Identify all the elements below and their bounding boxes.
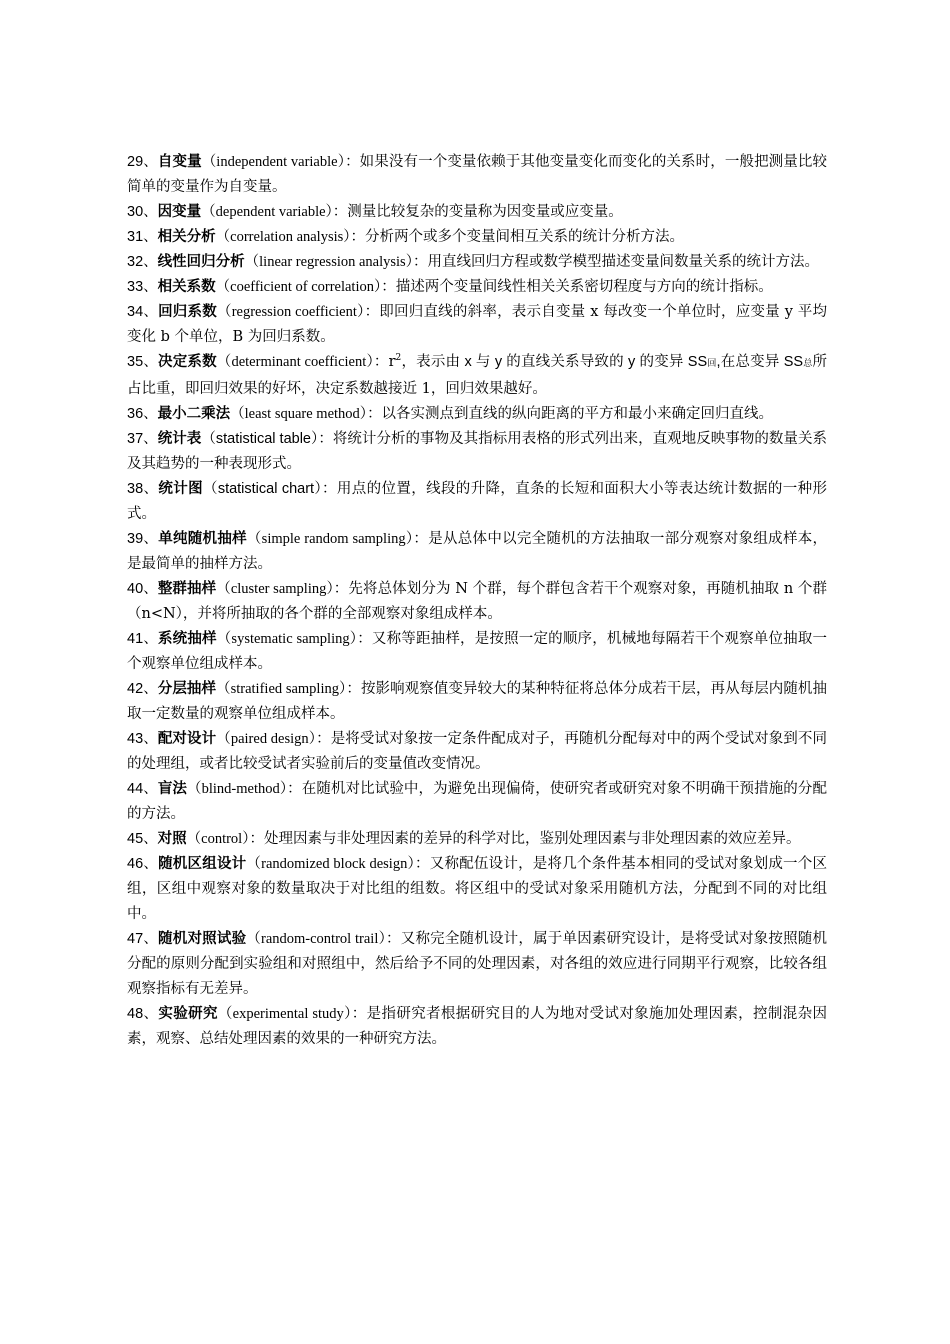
entry-term: 相关分析 <box>157 229 216 245</box>
entry-term: 统计图 <box>158 481 203 497</box>
entry-number: 38、 <box>127 481 159 497</box>
entry-definition-part: ：r <box>373 354 396 370</box>
entry-term: 最小二乘法 <box>157 406 231 422</box>
entry-number: 41、 <box>127 631 158 647</box>
entry-term: 统计表 <box>157 431 202 447</box>
entry-number: 37、 <box>127 431 158 447</box>
glossary-entry-35 <box>127 350 827 402</box>
entry-english-term: （randomized block design） <box>246 856 416 872</box>
glossary-entry-36 <box>127 402 827 427</box>
glossary-entry-39 <box>127 527 827 577</box>
entry-definition: ：又称等距抽样，是按照一定的顺序，机械地每隔若干个观察单位抽取一个观察单位组成样本。 <box>127 631 828 672</box>
subscript-label: 回 <box>707 359 717 369</box>
entry-english-term: （systematic sampling） <box>216 631 358 647</box>
glossary-entry-47 <box>127 927 827 1002</box>
entry-english-term: （linear regression analysis） <box>244 254 413 270</box>
entry-definition: ：又称完全随机设计，属于单因素研究设计，是将受试对象按照随机分配的原则分配到实验组和对照组中，然后给予不同的处理因素，对各组的效应进行同期平行观察，比较各组观察指标有无差异。 <box>127 931 827 997</box>
entry-term: 分层抽样 <box>157 681 217 697</box>
entry-definition: ：在随机对比试验中，为避免出现偏倚，使研究者或研究对象不明确干预措施的分配的方法。 <box>127 781 827 822</box>
entry-number: 47、 <box>127 931 159 947</box>
entry-definition: ：如果没有一个变量依赖于其他变量变化而变化的关系时，一般把测量比较简单的变量作为自变量。 <box>127 154 828 195</box>
entry-number: 44、 <box>127 781 158 797</box>
entry-number: 40、 <box>127 581 158 597</box>
entry-english-term: （regression coefficient） <box>216 304 365 320</box>
entry-term: 自变量 <box>157 154 202 170</box>
entry-definition: ：以各实测点到直线的纵向距离的平方和最小来确定回归直线。 <box>367 406 774 422</box>
entry-definition: ：先将总体划分为 N 个群，每个群包含若干个观察对象，再随机抽取 n 个群（n<N），并将所抽取的各个群的全部观察对象组成样本。 <box>127 581 827 622</box>
entry-english-term: （statistical chart） <box>202 481 323 497</box>
entry-definition: ：是指研究者根据研究目的人为地对受试对象施加处理因素，控制混杂因素，观察、总结处理因素的效果的一种研究方法。 <box>127 1006 827 1047</box>
entry-definition: ：即回归直线的斜率，表示自变量 x 每改变一个单位时，应变量 y 平均变化 b 个单位，B 为回归系数。 <box>127 304 827 345</box>
entry-number: 39、 <box>127 531 159 547</box>
glossary-entry-31 <box>127 225 827 250</box>
entry-english-term: （dependent variable） <box>201 204 333 220</box>
entry-term: 相关系数 <box>157 279 216 295</box>
entry-definition-part: ,在总变异 SS <box>716 354 804 370</box>
glossary-entry-43 <box>127 727 827 777</box>
entry-definition: ：描述两个变量间线性相关关系密切程度与方向的统计指标。 <box>381 279 773 295</box>
glossary-entry-37 <box>127 427 827 477</box>
entry-term: 决定系数 <box>158 354 217 370</box>
entry-term: 线性回归分析 <box>157 254 245 270</box>
entry-english-term: （statistical table） <box>201 431 319 447</box>
entry-number: 35、 <box>127 354 159 370</box>
document-page <box>127 150 827 1052</box>
entry-number: 32、 <box>127 254 158 270</box>
entry-number: 46、 <box>127 856 159 872</box>
entry-definition: ：又称配伍设计，是将几个条件基本相同的受试对象划成一个区组，区组中观察对象的数量取决于对比组的组数。将区组中的受试对象采用随机方法，分配到不同的对比组中。 <box>127 856 827 922</box>
glossary-entry-34 <box>127 300 827 350</box>
glossary-entry-32 <box>127 250 827 275</box>
entry-number: 30、 <box>127 204 158 220</box>
entry-definition: ：处理因素与非处理因素的差异的科学对比，鉴别处理因素与非处理因素的效应差异。 <box>249 831 801 847</box>
entry-term: 单纯随机抽样 <box>158 531 247 547</box>
entry-english-term: （experimental study） <box>217 1006 352 1022</box>
entry-english-term: （correlation analysis） <box>215 229 351 245</box>
glossary-entry-30 <box>127 200 827 225</box>
glossary-entry-40 <box>127 577 827 627</box>
entry-english-term: （paired design） <box>216 731 317 747</box>
entry-english-term: （least square method） <box>230 406 368 422</box>
entry-english-term: （cluster sampling） <box>216 581 334 597</box>
entry-term: 回归系数 <box>158 304 217 320</box>
entry-number: 36、 <box>127 406 158 422</box>
entry-definition: ：用点的位置，线段的升降，直条的长短和面积大小等表达统计数据的一种形式。 <box>127 481 827 522</box>
entry-english-term: （random-control trail） <box>246 931 387 947</box>
entry-term: 盲法 <box>157 781 188 797</box>
glossary-entry-41 <box>127 627 827 677</box>
entry-english-term: （independent variable） <box>201 154 346 170</box>
entry-term: 随机区组设计 <box>158 856 247 872</box>
entry-number: 42、 <box>127 681 158 697</box>
glossary-entry-48 <box>127 1002 827 1052</box>
entry-number: 34、 <box>127 304 159 320</box>
entry-definition: ：是从总体中以完全随机的方法抽取一部分观察对象组成样本，是最简单的抽样方法。 <box>127 531 828 572</box>
subscript-label: 总 <box>803 359 813 369</box>
entry-definition: ：用直线回归方程或数学模型描述变量间数量关系的统计方法。 <box>412 254 819 270</box>
glossary-entry-46 <box>127 852 827 927</box>
entry-term: 实验研究 <box>158 1006 218 1022</box>
entry-number: 29、 <box>127 154 158 170</box>
glossary-entry-44 <box>127 777 827 827</box>
entry-definition-part: ，表示由 x 与 y 的直线关系导致的 y 的变异 SS <box>401 354 708 370</box>
entry-number: 31、 <box>127 229 158 245</box>
entry-term: 整群抽样 <box>157 581 217 597</box>
entry-english-term: （control） <box>186 831 250 847</box>
entry-definition: ：是将受试对象按一定条件配成对子，再随机分配每对中的两个受试对象到不同的处理组，或者比较受试者实验前后的变量值改变情况。 <box>127 731 827 772</box>
entry-definition: ：将统计分析的事物及其指标用表格的形式列出来，直观地反映事物的数量关系及其趋势的一种表现形式。 <box>127 431 827 472</box>
entry-term: 随机对照试验 <box>158 931 247 947</box>
entry-definition: ：分析两个或多个变量间相互关系的统计分析方法。 <box>350 229 685 245</box>
entry-number: 43、 <box>127 731 158 747</box>
entry-term: 系统抽样 <box>158 631 217 647</box>
entry-term: 因变量 <box>157 204 202 220</box>
entry-term: 配对设计 <box>157 731 217 747</box>
entry-definition-part: 所占比重，即回归效果的好坏，决定系数越接近 1，回归效果越好。 <box>127 354 827 397</box>
glossary-entry-45 <box>127 827 827 852</box>
entry-definition: ：按影响观察值变异较大的某种特征将总体分成若干层，再从每层内随机抽取一定数量的观察单位组成样本。 <box>127 681 827 722</box>
entry-english-term: （determinant coefficient） <box>216 354 374 370</box>
entry-number: 48、 <box>127 1006 159 1022</box>
entry-english-term: （stratified sampling） <box>216 681 347 697</box>
entry-term: 对照 <box>157 831 187 847</box>
entry-definition: ：测量比较复杂的变量称为因变量或应变量。 <box>332 204 623 220</box>
entry-english-term: （coefficient of correlation） <box>215 279 382 295</box>
glossary-entry-42 <box>127 677 827 727</box>
glossary-entry-38 <box>127 477 827 527</box>
entry-english-term: （blind-method） <box>187 781 288 797</box>
glossary-entry-29 <box>127 150 827 200</box>
superscript-exponent: 2 <box>395 353 402 364</box>
entry-number: 33、 <box>127 279 158 295</box>
entry-english-term: （simple random sampling） <box>246 531 414 547</box>
entry-number: 45、 <box>127 831 158 847</box>
glossary-entry-33 <box>127 275 827 300</box>
